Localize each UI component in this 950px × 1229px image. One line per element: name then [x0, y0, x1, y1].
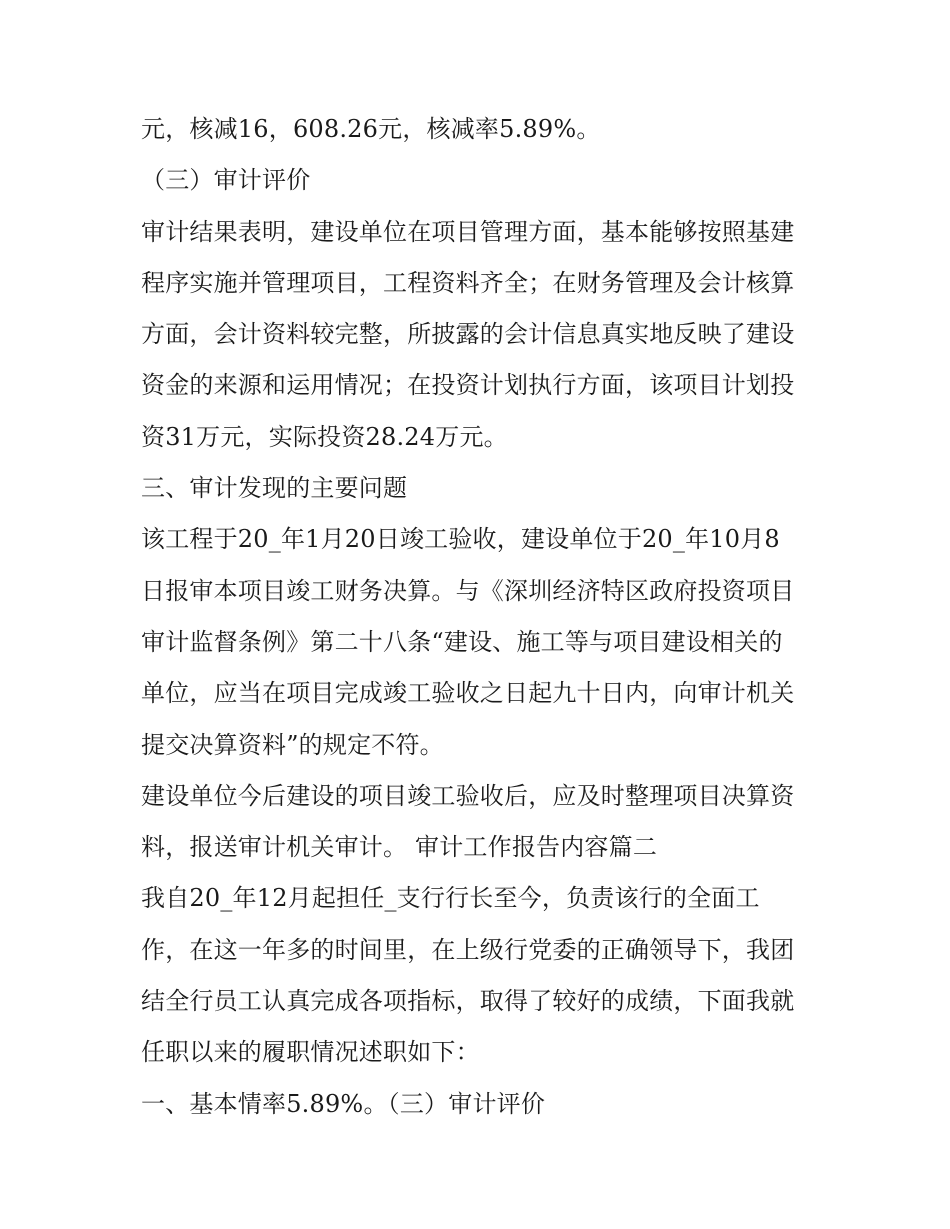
text-line: 审计结果表明，建设单位在项目管理方面，基本能够按照基建 [141, 217, 795, 246]
text-line: 该工程于20_年1月20日竣工验收，建设单位于20_年10月8 [141, 525, 780, 554]
text-line: 结全行员工认真完成各项指标，取得了较好的成绩，下面我就 [141, 987, 795, 1016]
document-body [141, 104, 821, 1130]
text-line: 方面，会计资料较完整，所披露的会计信息真实地反映了建设 [141, 320, 795, 349]
section-heading: 一、基本情率5.89%。（三）审计评价 [141, 1089, 546, 1118]
text-line: 元，核减16，608.26元，核减率5.89%。 [141, 115, 601, 143]
section-heading: （三）审计评价 [141, 166, 311, 195]
text-line: 资金的来源和运用情况；在投资计划执行方面，该项目计划投 [141, 371, 795, 400]
text-line: 日报审本项目竣工财务决算。与《深圳经济特区政府投资项目 [141, 576, 795, 605]
text-line: 作，在这一年多的时间里，在上级行党委的正确领导下，我团 [141, 935, 795, 964]
text-line: 建设单位今后建设的项目竣工验收后，应及时整理项目决算资 [141, 781, 795, 810]
text-line: 我自20_年12月起担任_支行行长至今，负责该行的全面工 [141, 884, 760, 913]
text-line: 资31万元，实际投资28.24万元。 [141, 422, 508, 451]
text-line: 料，报送审计机关审计。 审计工作报告内容篇二 [141, 833, 658, 862]
text-line: 程序实施并管理项目，工程资料齐全；在财务管理及会计核算 [141, 268, 795, 297]
text-line: 提交决算资料”的规定不符。 [141, 730, 444, 759]
text-line: 审计监督条例》第二十八条“建设、施工等与项目建设相关的 [141, 627, 783, 656]
text-line: 任职以来的履职情况述职如下： [141, 1038, 480, 1067]
section-heading: 三、审计发现的主要问题 [141, 474, 408, 503]
text-line: 单位，应当在项目完成竣工验收之日起九十日内，向审计机关 [141, 679, 795, 708]
